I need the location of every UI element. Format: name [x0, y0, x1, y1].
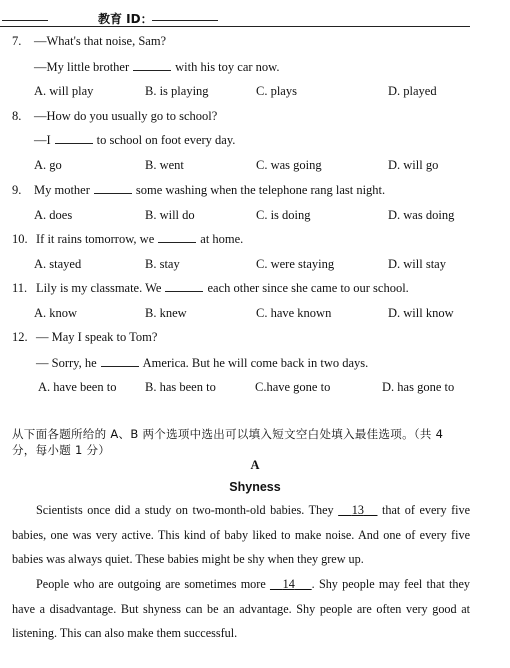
answer-option-d: D. will go	[388, 158, 439, 172]
answer-option-a: A. will play	[34, 84, 94, 98]
passage-paragraph-1	[12, 498, 470, 572]
passage-title: Shyness	[229, 480, 281, 494]
question-line	[36, 356, 368, 371]
question-text-after-blank: with his toy car now.	[175, 60, 280, 74]
answer-option-d: D. played	[388, 84, 437, 98]
question-text: —My little brother	[34, 60, 130, 74]
answer-option-a: A. have been to	[38, 380, 117, 394]
answer-blank	[165, 281, 203, 292]
header-rule	[0, 26, 470, 27]
paragraph-1-text-b: that of every five babies, one was very active. This kind of baby liked to make noise. And one of every five babies was always quiet. These babies might be shy when they grew up.	[12, 503, 471, 566]
blank-14	[270, 577, 312, 591]
answer-option-c: C. were staying	[256, 257, 335, 271]
question-text-after-blank: each other since she came to our school.	[207, 281, 409, 295]
question-text: —How do you usually go to school?	[34, 109, 218, 123]
page-header	[0, 6, 510, 28]
answer-option-b: B. went	[145, 158, 184, 172]
question-line	[36, 281, 409, 296]
answer-option-a: A. know	[34, 306, 78, 320]
question-line	[34, 34, 166, 49]
answer-option-d: D. will stay	[388, 257, 446, 271]
answer-option-b: B. is playing	[145, 84, 209, 98]
answer-option-a: A. stayed	[34, 257, 82, 271]
question-text-after-blank: at home.	[200, 232, 244, 246]
section-instructions: 从下面各题所给的 A、B 两个选项中选出可以填入短文空白处填入最佳选项。（共 4 分，每小题 1 分）	[12, 427, 444, 457]
question-number: 8.	[12, 109, 22, 123]
question-text: —What's that noise, Sam?	[34, 34, 167, 48]
question-line	[36, 330, 157, 345]
question-number: 12.	[12, 330, 28, 344]
answer-option-a: A. does	[34, 208, 73, 222]
blank-13-number: 13	[351, 503, 364, 517]
question-text-after-blank: some washing when the telephone rang last night.	[135, 183, 386, 197]
question-number: 11.	[12, 281, 28, 295]
question-number: 10.	[12, 232, 28, 246]
answer-option-c: C. is doing	[256, 208, 311, 222]
answer-option-d: D. will know	[388, 306, 454, 320]
section-letter: A	[250, 458, 260, 472]
answer-blank	[55, 133, 93, 144]
question-text: —I	[34, 133, 51, 147]
question-text-after-blank: America. But he will come back in two days.	[142, 356, 369, 370]
blank-14-number: 14	[282, 577, 295, 591]
answer-option-b: B. knew	[145, 306, 187, 320]
question-number: 7.	[12, 34, 22, 48]
answer-option-a: A. go	[34, 158, 62, 172]
question-line	[34, 60, 280, 75]
question-text: Lily is my classmate. We	[36, 281, 162, 295]
question-text: My mother	[34, 183, 90, 197]
question-text: — May I speak to Tom?	[36, 330, 158, 344]
paragraph-1-text-a: Scientists once did a study on two-month-old babies. They	[36, 503, 339, 517]
question-number: 9.	[12, 183, 22, 197]
question-line	[34, 109, 217, 124]
question-text: If it rains tomorrow, we	[36, 232, 155, 246]
question-line	[36, 232, 243, 247]
answer-option-c: C.have gone to	[255, 380, 331, 394]
answer-blank	[133, 60, 171, 71]
answer-blank	[158, 232, 196, 243]
answer-blank	[94, 183, 132, 194]
answer-option-d: D. was doing	[388, 208, 455, 222]
answer-option-b: B. stay	[145, 257, 180, 271]
passage-paragraph-2	[12, 572, 470, 646]
question-text: — Sorry, he	[36, 356, 97, 370]
paragraph-2-text-a: People who are outgoing are sometimes more	[36, 577, 270, 591]
header-left-line	[2, 20, 48, 21]
answer-option-b: B. will do	[145, 208, 195, 222]
answer-option-c: C. plays	[256, 84, 297, 98]
question-text-after-blank: to school on foot every day.	[96, 133, 236, 147]
answer-option-d: D. has gone to	[382, 380, 455, 394]
blank-13	[338, 503, 377, 517]
paragraph-2-text-b: . Shy people may feel that they have a disadvantage. But shyness can be an advantage. Shy people are often very good at listening. This can also make them successful.	[12, 577, 470, 640]
question-line	[34, 133, 235, 148]
education-id-label: 教育 ID：	[98, 12, 153, 26]
answer-option-c: C. have known	[256, 306, 332, 320]
answer-blank	[101, 356, 139, 367]
education-id-blank	[152, 20, 218, 21]
answer-option-c: C. was going	[256, 158, 322, 172]
answer-option-b: B. has been to	[145, 380, 216, 394]
question-line	[34, 183, 385, 198]
